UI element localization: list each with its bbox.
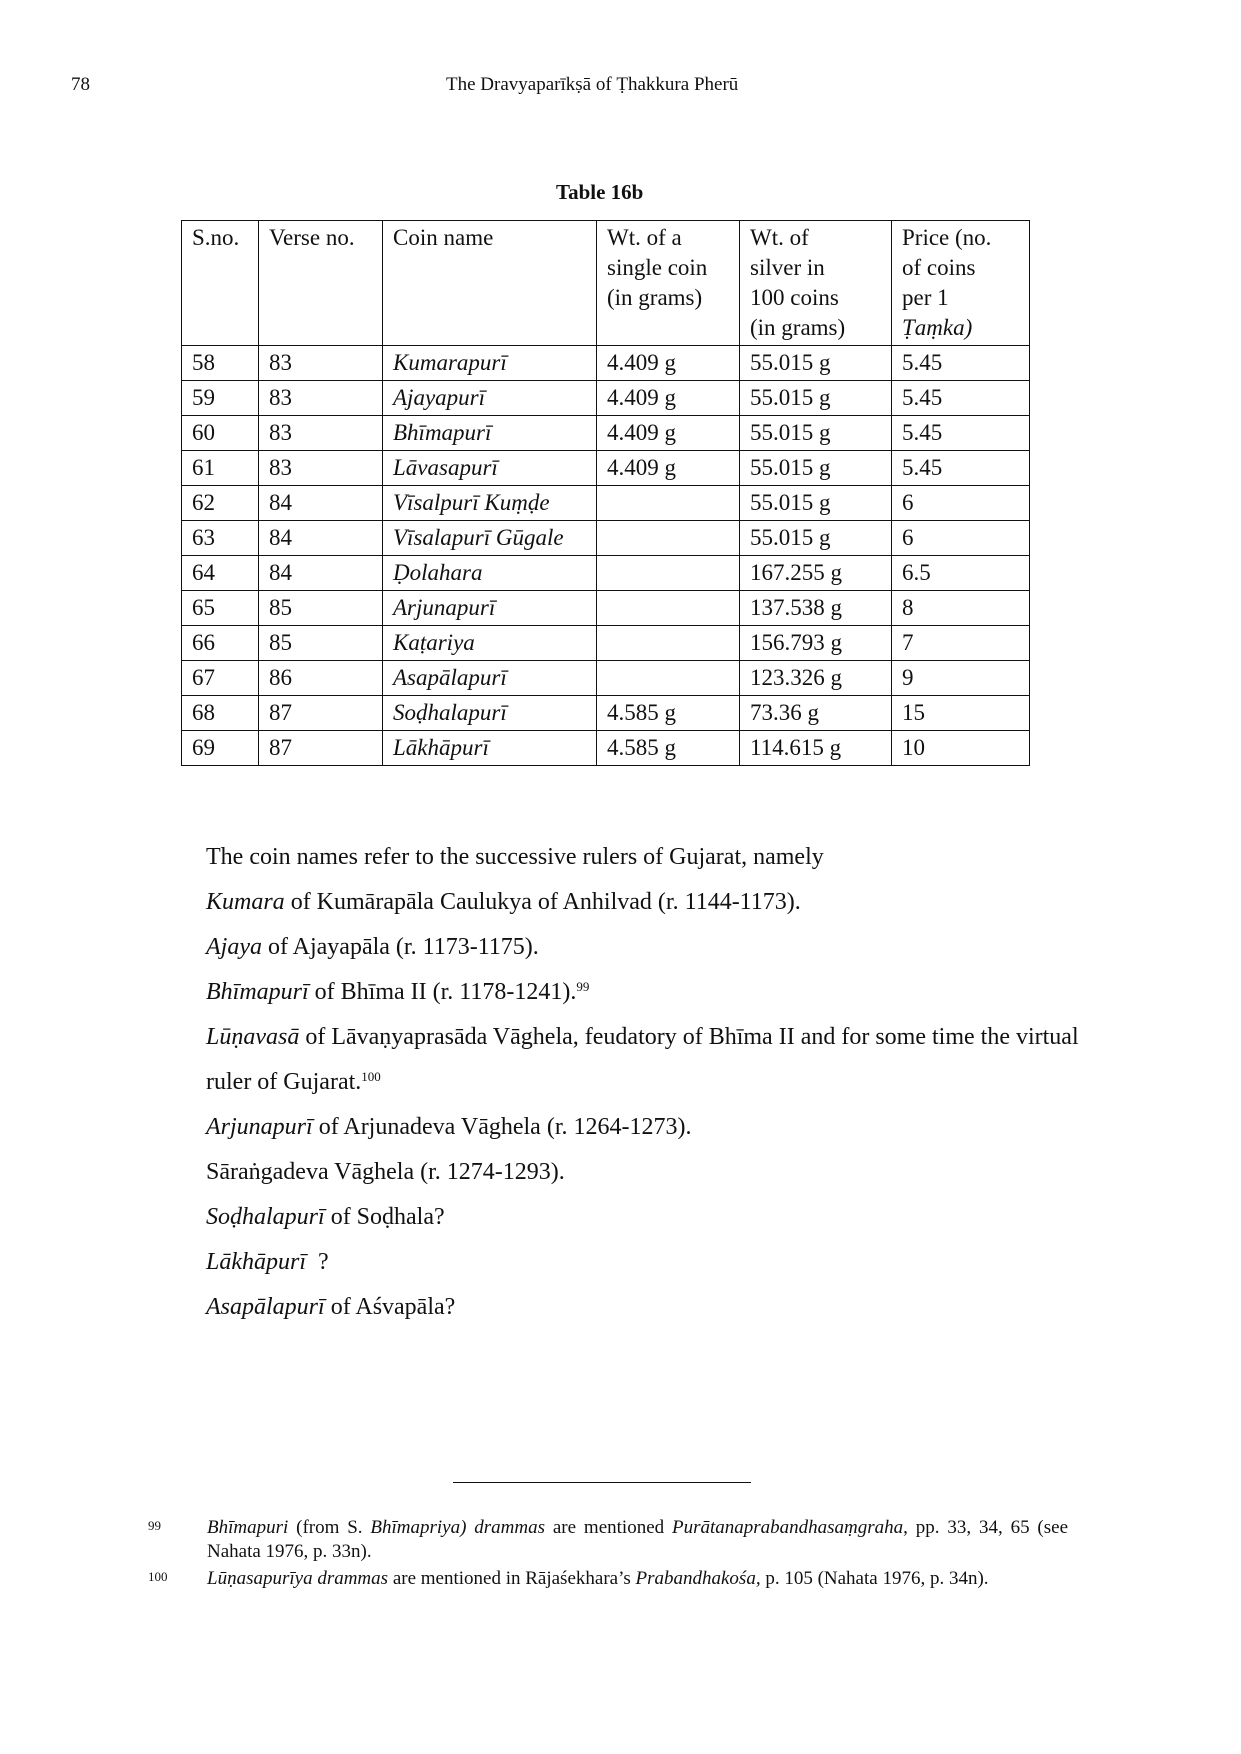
cell-silver: 123.326 g — [740, 661, 892, 696]
ruler-description: ? — [306, 1249, 329, 1275]
cell-silver: 55.015 g — [740, 451, 892, 486]
cell-silver: 55.015 g — [740, 381, 892, 416]
coin-table — [181, 220, 1030, 766]
coin-term: Bhīmapurī — [206, 979, 309, 1005]
ruler-description: Sāraṅgadeva Vāghela (r. 1274-1293). — [206, 1159, 565, 1185]
cell-silver: 55.015 g — [740, 486, 892, 521]
ruler-line — [206, 1015, 1086, 1105]
table-row — [182, 521, 1030, 556]
coin-term: Arjunapurī — [206, 1114, 313, 1140]
table-row — [182, 626, 1030, 661]
cell-weight: 4.585 g — [597, 696, 740, 731]
footnote-italic: Purātanaprabandhasaṃgraha — [671, 1517, 904, 1538]
cell-silver: 167.255 g — [740, 556, 892, 591]
ruler-description: of Arjunadeva Vāghela (r. 1264-1273). — [312, 1114, 692, 1140]
cell-verse: 86 — [259, 661, 383, 696]
cell-weight: 4.585 g — [597, 731, 740, 766]
footnote-ref[interactable]: 99 — [576, 979, 590, 994]
table-row — [182, 486, 1030, 521]
header-sno: S.no. — [182, 221, 259, 346]
table-row — [182, 591, 1030, 626]
header-weight-line: single coin — [607, 255, 708, 280]
cell-weight — [597, 591, 740, 626]
cell-weight — [597, 626, 740, 661]
cell-price: 6 — [892, 521, 1030, 556]
footnote-text: p. 105 (Nahata 1976, p. 34n). — [760, 1568, 989, 1589]
ruler-line — [206, 925, 1086, 970]
cell-sno: 58 — [182, 346, 259, 381]
header-weight-line: (in grams) — [607, 285, 703, 310]
table-row — [182, 346, 1030, 381]
cell-price: 6.5 — [892, 556, 1030, 591]
cell-sno: 66 — [182, 626, 259, 661]
cell-coin-name: Arjunapurī — [383, 591, 597, 626]
cell-price: 8 — [892, 591, 1030, 626]
header-coin-name: Coin name — [383, 221, 597, 346]
footnote-italic: Lūṇasapurīya drammas — [207, 1568, 389, 1589]
header-silver-line: (in grams) — [750, 315, 846, 340]
ruler-line — [206, 1195, 1086, 1240]
cell-coin-name: Bhīmapurī — [383, 416, 597, 451]
page-number: 78 — [71, 74, 90, 95]
header-price — [892, 221, 1030, 346]
cell-weight: 4.409 g — [597, 416, 740, 451]
footnote-text: are mentioned in Rājaśekhara’s — [388, 1568, 636, 1589]
header-price-line: per 1 — [902, 285, 949, 310]
cell-verse: 83 — [259, 451, 383, 486]
body-text — [206, 835, 1086, 1330]
cell-price: 6 — [892, 486, 1030, 521]
coin-term: Kumara — [206, 889, 285, 915]
header-silver — [740, 221, 892, 346]
cell-price: 10 — [892, 731, 1030, 766]
header-price-line: Ṭaṃka) — [902, 315, 973, 340]
cell-silver: 156.793 g — [740, 626, 892, 661]
footnotes — [148, 1516, 1068, 1594]
cell-verse: 84 — [259, 521, 383, 556]
cell-weight — [597, 556, 740, 591]
cell-sno: 68 — [182, 696, 259, 731]
cell-sno: 59 — [182, 381, 259, 416]
table-row — [182, 381, 1030, 416]
table-caption-text: Table 16b — [556, 180, 644, 204]
cell-sno: 62 — [182, 486, 259, 521]
header-weight-line: Wt. of a — [607, 225, 682, 250]
ruler-line — [206, 1105, 1086, 1150]
cell-silver: 137.538 g — [740, 591, 892, 626]
header-silver-line: 100 coins — [750, 285, 839, 310]
footnote-italic: Prabandhakośa, — [635, 1568, 761, 1589]
cell-verse: 83 — [259, 381, 383, 416]
running-title: The Dravyaparīkṣā of Ṭhakkura Pherū — [446, 74, 739, 95]
cell-verse: 85 — [259, 591, 383, 626]
ruler-line — [206, 970, 1086, 1015]
header-silver-line: Wt. of — [750, 225, 809, 250]
ruler-description: of Aśvapāla? — [324, 1294, 456, 1320]
footnote-text: (from S. — [288, 1517, 371, 1538]
cell-price: 5.45 — [892, 346, 1030, 381]
cell-sno: 60 — [182, 416, 259, 451]
cell-verse: 83 — [259, 346, 383, 381]
table-row — [182, 731, 1030, 766]
footnote-100 — [148, 1567, 1068, 1591]
header-silver-line: silver in — [750, 255, 825, 280]
coin-term: Lākhāpurī — [206, 1249, 307, 1275]
ruler-description: of Soḍhala? — [324, 1204, 445, 1230]
table-row — [182, 556, 1030, 591]
coin-term: Ajaya — [206, 934, 262, 960]
header-verse: Verse no. — [259, 221, 383, 346]
cell-sno: 63 — [182, 521, 259, 556]
table-row — [182, 661, 1030, 696]
cell-sno: 65 — [182, 591, 259, 626]
cell-coin-name: Asapālapurī — [383, 661, 597, 696]
cell-coin-name: Lākhāpurī — [383, 731, 597, 766]
footnote-italic: Bhīmapriya) drammas — [370, 1517, 546, 1538]
ruler-description: of Kumārapāla Caulukya of Anhilvad (r. 1144-1173). — [284, 889, 801, 915]
coin-term: Lūṇavasā — [206, 1024, 300, 1050]
cell-verse: 83 — [259, 416, 383, 451]
cell-silver: 55.015 g — [740, 521, 892, 556]
cell-coin-name: Ajayapurī — [383, 381, 597, 416]
cell-sno: 69 — [182, 731, 259, 766]
cell-price: 5.45 — [892, 381, 1030, 416]
footnote-number: 99 — [148, 1518, 161, 1533]
cell-weight: 4.409 g — [597, 346, 740, 381]
footnote-99 — [148, 1516, 1068, 1564]
cell-price: 7 — [892, 626, 1030, 661]
cell-verse: 87 — [259, 696, 383, 731]
cell-coin-name: Vīsalpurī Kuṃḍe — [383, 486, 597, 521]
footnote-divider — [453, 1482, 751, 1483]
table-row — [182, 416, 1030, 451]
header-price-line: of coins — [902, 255, 976, 280]
cell-weight — [597, 521, 740, 556]
table-row — [182, 696, 1030, 731]
header-weight — [597, 221, 740, 346]
cell-silver: 55.015 g — [740, 416, 892, 451]
cell-coin-name: Lāvasapurī — [383, 451, 597, 486]
cell-price: 15 — [892, 696, 1030, 731]
table-header-row — [182, 221, 1030, 346]
ruler-description: of Lāvaṇyaprasāda Vāghela, feudatory of Bhīma II and for some time the virtual ruler of Gujarat. — [206, 1024, 1079, 1095]
cell-price: 5.45 — [892, 416, 1030, 451]
cell-coin-name: Kumarapurī — [383, 346, 597, 381]
footnote-italic: Bhīmapuri — [207, 1517, 289, 1538]
cell-sno: 61 — [182, 451, 259, 486]
cell-sno: 67 — [182, 661, 259, 696]
cell-coin-name: Vīsalapurī Gūgale — [383, 521, 597, 556]
cell-verse: 84 — [259, 556, 383, 591]
cell-coin-name: Ḍolahara — [383, 556, 597, 591]
cell-weight: 4.409 g — [597, 451, 740, 486]
ruler-line — [206, 1285, 1086, 1330]
header-price-line: Price (no. — [902, 225, 992, 250]
ruler-line — [206, 1150, 1086, 1195]
footnote-ref[interactable]: 100 — [361, 1069, 381, 1084]
cell-weight: 4.409 g — [597, 381, 740, 416]
cell-price: 9 — [892, 661, 1030, 696]
cell-verse: 87 — [259, 731, 383, 766]
cell-silver: 114.615 g — [740, 731, 892, 766]
ruler-line — [206, 1240, 1086, 1285]
cell-coin-name: Soḍhalapurī — [383, 696, 597, 731]
table-row — [182, 451, 1030, 486]
cell-verse: 84 — [259, 486, 383, 521]
cell-weight — [597, 486, 740, 521]
cell-silver: 73.36 g — [740, 696, 892, 731]
cell-weight — [597, 661, 740, 696]
coin-term: Asapālapurī — [206, 1294, 325, 1320]
cell-verse: 85 — [259, 626, 383, 661]
footnote-text: are mentioned — [545, 1517, 672, 1538]
running-head — [0, 74, 1241, 100]
ruler-description: of Ajayapāla (r. 1173-1175). — [261, 934, 539, 960]
footnote-text: , pp. 33, 34, 65 (see Nahata 1976, p. 33n). — [207, 1517, 1068, 1562]
cell-price: 5.45 — [892, 451, 1030, 486]
ruler-description: of Bhīma II (r. 1178-1241). — [308, 979, 577, 1005]
footnote-number: 100 — [148, 1569, 168, 1584]
ruler-line — [206, 880, 1086, 925]
cell-coin-name: Kaṭariya — [383, 626, 597, 661]
cell-silver: 55.015 g — [740, 346, 892, 381]
cell-sno: 64 — [182, 556, 259, 591]
coin-term: Soḍhalapurī — [206, 1204, 325, 1230]
intro-paragraph: The coin names refer to the successive rulers of Gujarat, namely — [206, 844, 824, 870]
